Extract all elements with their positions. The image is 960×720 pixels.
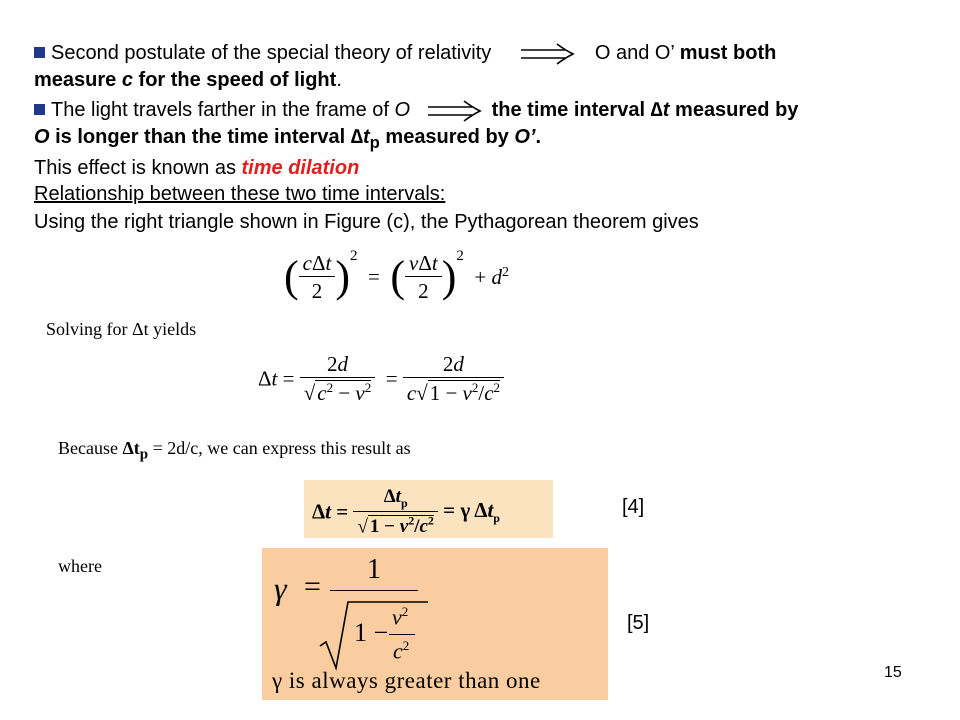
solving-text: Solving for Δt yields: [46, 319, 197, 339]
bullet1-line2-bold: measure: [34, 69, 117, 91]
implies-arrow-icon: [426, 98, 482, 124]
pythagoras-line: Using the right triangle shown in Figure (c), the Pythagorean theorem gives: [34, 211, 699, 233]
implies-arrow-icon: [519, 41, 575, 67]
bullet2-line2-bold: is longer than the time interval ∆: [55, 126, 363, 148]
because-text: [58, 438, 411, 464]
bullet2-frame: O: [394, 99, 411, 121]
equation-5-label: [5]: [627, 612, 650, 634]
bullet2-period: .: [535, 126, 542, 148]
bullet-line-1: [34, 40, 776, 67]
effect-line: [34, 155, 359, 181]
bullet2-text: The light travels farther in the frame of: [51, 99, 389, 121]
bullet2-o: O: [34, 126, 50, 148]
bullet1-after-arrow: O and O’: [594, 42, 675, 64]
equation-4-label: [4]: [622, 496, 645, 518]
bullet-line-2b: [34, 124, 541, 156]
bullet2-bold-end: measured by: [675, 99, 799, 121]
bullet2-line2-mid: measured by: [385, 126, 509, 148]
square-bullet-icon: [34, 104, 45, 115]
bullet-line-1b: [34, 67, 342, 93]
equation-4-box: Δt = $\frac{\Delta t_p}{√ 1 - v^2/c^2}$ = γ $\Delta t_p$: [304, 480, 553, 538]
bullet2-line2-t: t: [362, 126, 370, 148]
because-rest: = 2d/c, we can express this result as: [152, 438, 411, 458]
bullet2-bold-tail: the time interval ∆: [491, 99, 663, 121]
relationship-heading: Relationship between these two time intervals:: [34, 183, 446, 205]
delta-t-equation: Δt = $\frac{2d}{√c^2 - v^2}$ = $\frac{2d}{c√1 - v^2/c^2}$: [258, 352, 504, 406]
bullet-line-2: [34, 97, 798, 124]
pythagorean-equation: ( $\frac{\text{cΔt}}{2}$ )$^2$ = ( $\frac{\text{vΔt}}{2}$ )$^2 + d^2$: [284, 248, 509, 303]
gamma-note: γ is always greater than one: [272, 668, 541, 693]
where-text: where: [58, 556, 102, 576]
because-prefix: Because: [58, 438, 118, 458]
equation-5-box: γ = 1 1 − $v^2$ $c^2$ γ is always greater than one: [262, 548, 608, 700]
bullet2-line2-oprime: O’: [514, 126, 536, 148]
because-sub: p: [139, 446, 149, 463]
because-expr: Δt: [122, 438, 140, 458]
bullet2-t: t: [662, 99, 670, 121]
bullet1-period: .: [336, 69, 342, 91]
bullet1-text: Second postulate of the special theory of relativity: [51, 42, 492, 64]
bullet2-line2-sub: p: [369, 133, 380, 152]
page-number: 15: [884, 664, 902, 681]
effect-prefix: This effect is known as: [34, 157, 236, 179]
bullet1-line2-tail: for the speed of light: [138, 69, 337, 91]
time-dilation-highlight: time dilation: [241, 157, 360, 179]
bullet1-bold-tail: must both: [679, 42, 777, 64]
square-bullet-icon: [34, 47, 45, 58]
bullet1-c: c: [121, 69, 133, 91]
